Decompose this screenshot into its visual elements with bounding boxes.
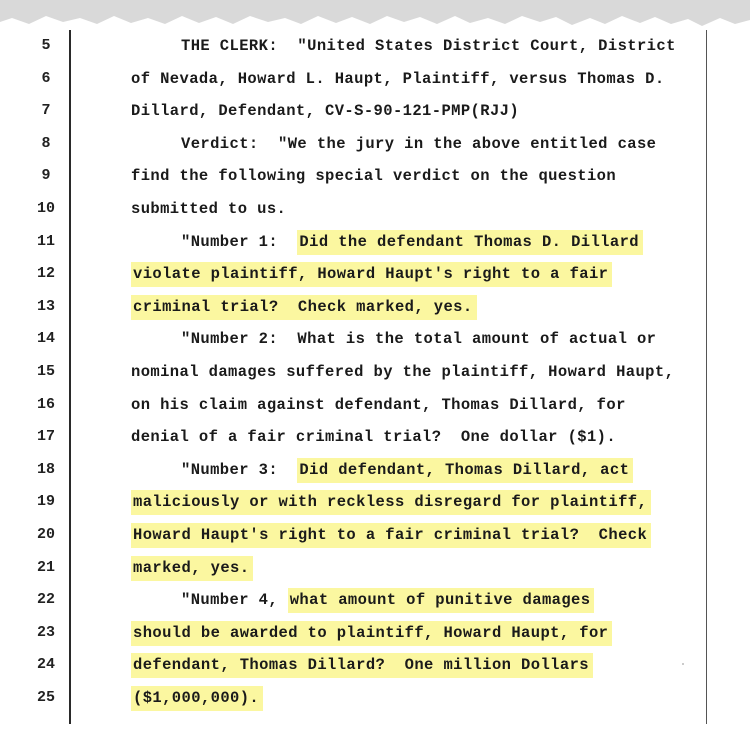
transcript-line [0, 226, 750, 258]
line-number: 7 [41, 102, 51, 120]
line-text [131, 552, 253, 584]
highlighted-text: criminal trial? Check marked, yes. [131, 295, 477, 320]
highlighted-text: should be awarded to plaintiff, Howard Haupt, for [131, 621, 612, 646]
line-text [131, 95, 519, 127]
line-number: 22 [36, 591, 55, 609]
line-text [131, 356, 674, 388]
line-number: 23 [36, 623, 55, 641]
transcript-line [0, 454, 750, 486]
plain-text: submitted to us. [131, 200, 287, 218]
line-text [131, 160, 616, 192]
highlighted-text: what amount of punitive damages [288, 588, 595, 613]
plain-text: THE CLERK: "United States District Court, District [181, 37, 676, 55]
paper-speck [682, 663, 684, 665]
line-number: 16 [36, 395, 55, 413]
line-number: 13 [36, 297, 55, 315]
plain-text: nominal damages suffered by the plaintiff, Howard Haupt, [131, 363, 675, 381]
transcript-line [0, 30, 750, 62]
transcript-line [0, 389, 750, 421]
line-text [131, 389, 626, 421]
plain-text: Dillard, Defendant, CV-S-90-121-PMP(RJJ) [131, 102, 520, 121]
line-number: 9 [41, 167, 51, 185]
transcript-line [0, 519, 750, 551]
line-text [131, 193, 286, 225]
line-number: 15 [36, 363, 55, 380]
transcript-line [0, 584, 750, 616]
line-number: 8 [41, 134, 51, 152]
plain-text: "Number 4, [181, 591, 288, 610]
highlighted-text: maliciously or with reckless disregard for plaintiff, [131, 490, 651, 515]
line-number: 21 [36, 558, 55, 576]
highlighted-text: marked, yes. [131, 556, 253, 581]
highlighted-text: violate plaintiff, Howard Haupt's right to a fair [131, 262, 612, 287]
transcript-line [0, 160, 750, 192]
line-number: 11 [36, 232, 55, 250]
line-number: 18 [36, 460, 55, 478]
transcript-line [0, 649, 750, 681]
highlighted-text: Did defendant, Thomas Dillard, act [297, 458, 633, 483]
line-text [181, 454, 633, 486]
highlighted-text: Did the defendant Thomas D. Dillard [297, 230, 643, 255]
plain-text: denial of a fair criminal trial? One dollar ($1). [131, 428, 617, 447]
transcript-line [0, 552, 750, 584]
line-text [131, 649, 593, 681]
transcript-line [0, 291, 750, 323]
line-text [181, 226, 643, 258]
transcript-line [0, 63, 750, 95]
line-text [131, 519, 651, 551]
highlighted-text: defendant, Thomas Dillard? One million Dollars [131, 653, 593, 678]
line-number: 17 [36, 428, 55, 446]
transcript-line [0, 95, 750, 127]
highlighted-text: Howard Haupt's right to a fair criminal trial? Check [131, 523, 651, 548]
line-number: 10 [36, 200, 55, 217]
line-text [181, 584, 594, 616]
line-number: 12 [36, 265, 55, 283]
line-number: 25 [36, 689, 55, 706]
transcript-line [0, 356, 750, 388]
line-number: 24 [36, 656, 55, 674]
plain-text: "Number 3: [181, 460, 298, 479]
line-text [131, 421, 616, 453]
line-text [131, 682, 263, 714]
transcript-line [0, 193, 750, 225]
transcript-line [0, 421, 750, 453]
transcript-line [0, 258, 750, 290]
plain-text: Verdict: "We the jury in the above entitled case [181, 134, 657, 153]
line-text [181, 128, 656, 160]
transcript-line [0, 617, 750, 649]
line-number: 19 [36, 493, 55, 511]
plain-text: "Number 2: What is the total amount of actual or [181, 330, 657, 349]
transcript-line [0, 486, 750, 518]
transcript-line [0, 682, 750, 714]
plain-text: "Number 1: [181, 232, 298, 251]
line-text [131, 486, 651, 518]
line-number: 6 [41, 69, 51, 87]
transcript-line [0, 323, 750, 355]
plain-text: find the following special verdict on the question [131, 167, 617, 186]
line-text [181, 323, 656, 355]
line-number: 20 [36, 526, 55, 543]
highlighted-text: ($1,000,000). [131, 686, 263, 711]
line-text [131, 617, 612, 649]
line-text [181, 30, 676, 62]
line-text [131, 258, 612, 290]
line-number: 14 [36, 330, 55, 348]
line-text [131, 63, 665, 95]
plain-text: on his claim against defendant, Thomas Dillard, for [131, 395, 626, 414]
plain-text: of Nevada, Howard L. Haupt, Plaintiff, versus Thomas D. [131, 69, 665, 88]
line-number: 5 [41, 37, 51, 54]
line-text [131, 291, 477, 323]
transcript-line [0, 128, 750, 160]
